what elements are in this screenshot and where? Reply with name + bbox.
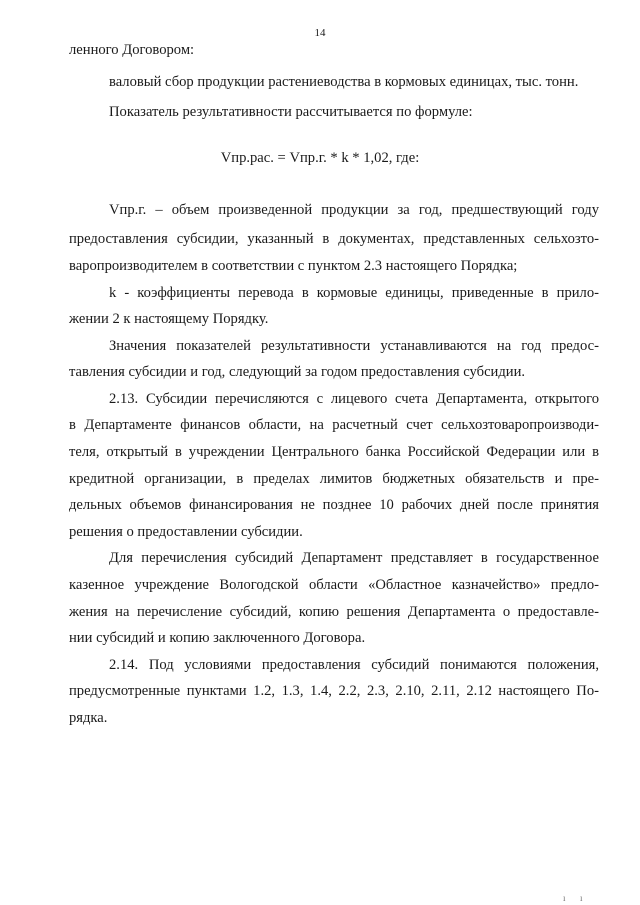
page-number: 14: [314, 27, 326, 39]
text-line: 2.13. Субсидии перечисляются с лицевого счета Департамента, открытого: [109, 391, 599, 407]
text-line: Значения показателей результативности устанавливаются на год предос-: [109, 338, 599, 354]
text-line: Показатель результативности рассчитывается по формуле:: [109, 104, 473, 120]
text-line: теля, открытый в учреждении Центрального банка Российской Федерации или в: [69, 444, 599, 460]
text-line: ленного Договором:: [69, 42, 195, 58]
text-line: нии субсидий и копию заключенного Договора.: [69, 630, 366, 646]
text-line: варопроизводителем в соответствии с пунктом 2.3 настоящего Порядка;: [69, 258, 518, 274]
text-line: Vпр.г. – объем произведенной продукции за год, предшествующий году: [109, 202, 599, 218]
scan-mark-icon: ı: [563, 893, 566, 903]
text-line: рядка.: [69, 710, 108, 726]
text-line: 2.14. Под условиями предоставления субсидий понимаются положения,: [109, 657, 599, 673]
text-line: в Департаменте финансов области, на расчетный счет сельхозтоваропроизводи-: [69, 417, 599, 433]
text-line: кредитной организации, в пределах лимитов бюджетных обязательств и пре-: [69, 471, 599, 487]
formula: Vпр.рас. = Vпр.г. * k * 1,02, где:: [220, 150, 420, 166]
text-line: решения о предоставлении субсидии.: [69, 524, 303, 540]
text-line: предусмотренные пунктами 1.2, 1.3, 1.4, 2.2, 2.3, 2.10, 2.11, 2.12 настоящего По-: [69, 683, 599, 699]
text-line: дельных объемов финансирования не позднее 10 рабочих дней после принятия: [69, 497, 599, 513]
text-line: казенное учреждение Вологодской области «Областное казначейство» предло-: [69, 577, 599, 593]
scan-mark-icon: ı: [580, 893, 583, 903]
text-line: тавления субсидии и год, следующий за годом предоставления субсидии.: [69, 364, 526, 380]
text-line: жения на перечисление субсидий, копию решения Департамента о предоставле-: [69, 604, 599, 620]
text-line: жении 2 к настоящему Порядку.: [69, 311, 269, 327]
text-line: k - коэффициенты перевода в кормовые единицы, приведенные в прило-: [109, 285, 599, 301]
text-line: Для перечисления субсидий Департамент представляет в государственное: [109, 550, 599, 566]
text-line: валовый сбор продукции растениеводства в кормовых единицах, тыс. тонн.: [109, 74, 579, 90]
text-line: предоставления субсидии, указанный в документах, представленных сельхозто-: [69, 231, 599, 247]
